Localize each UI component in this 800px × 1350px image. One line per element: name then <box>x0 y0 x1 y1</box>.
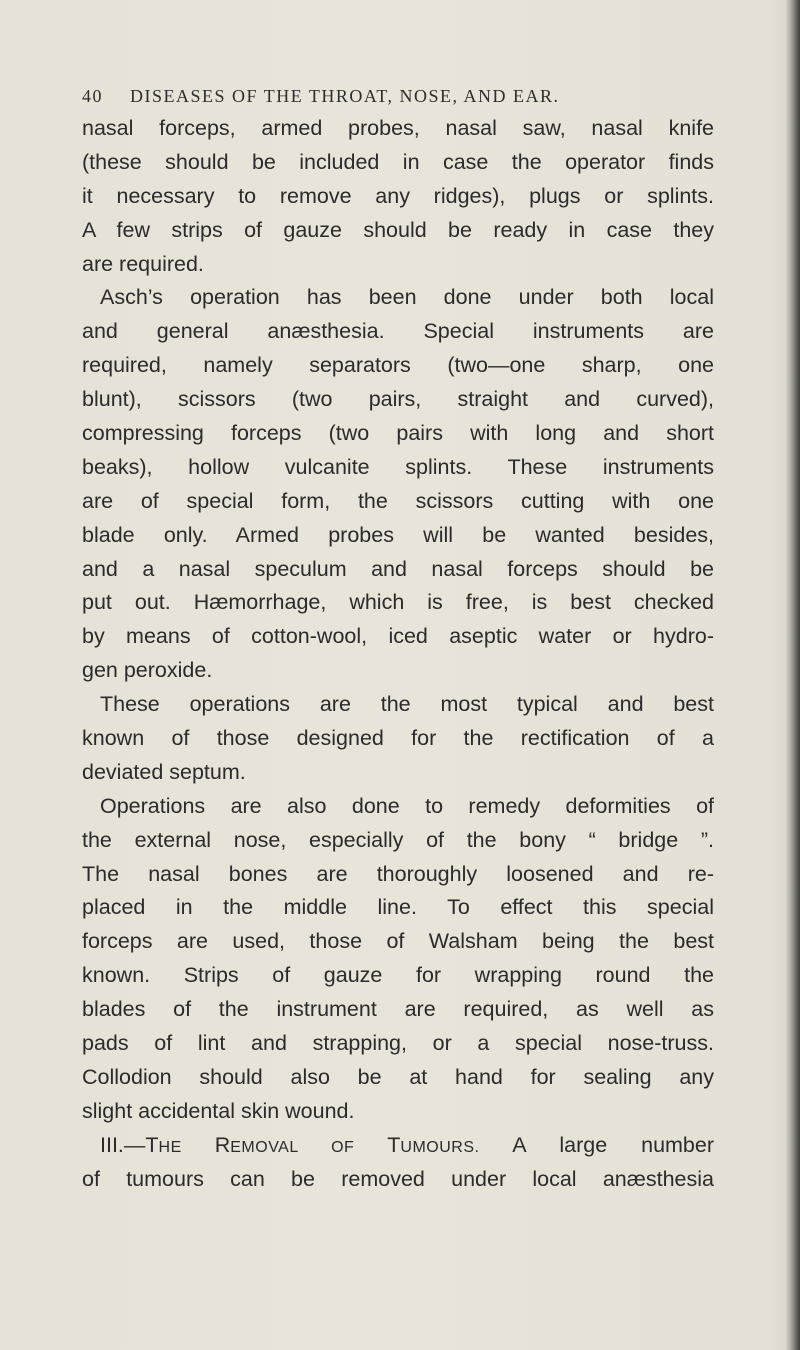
running-title: DISEASES OF THE THROAT, NOSE, AND EAR. <box>130 86 560 106</box>
section-heading-part: R <box>214 1132 231 1157</box>
page-number: 40 <box>82 86 103 106</box>
text-line: placed in the middle line. To effect this special <box>82 895 714 920</box>
text-line: the external nose, especially of the bony “ bridge ”. <box>82 827 714 852</box>
text-line: beaks), hollow vulcanite splints. These instruments <box>82 454 714 479</box>
section-heading-part: HE <box>158 1138 215 1156</box>
text-line: nasal forceps, armed probes, nasal saw, nasal knife <box>82 116 714 140</box>
text-line: and a nasal speculum and nasal forceps should be <box>82 556 714 581</box>
section-text: A large number <box>479 1132 715 1157</box>
text-line: are required. <box>82 251 204 276</box>
text-line: known. Strips of gauze for wrapping round the <box>82 963 714 988</box>
text-line: The nasal bones are thoroughly loosened and re- <box>82 861 714 886</box>
section-heading-line <box>82 1129 714 1163</box>
text-line: Collodion should also be at hand for sealing any <box>82 1064 714 1089</box>
text-line: are of special form, the scissors cutting with one <box>82 488 714 513</box>
page-header <box>82 86 722 110</box>
text-line: it necessary to remove any ridges), plugs or splints. <box>82 183 714 208</box>
text-line: These operations are the most typical and best <box>100 692 714 717</box>
text-line: slight accidental skin wound. <box>82 1098 355 1123</box>
text-line: blades of the instrument are required, as well as <box>82 997 714 1022</box>
text-line: blade only. Armed probes will be wanted besides, <box>82 522 714 547</box>
text-line: Asch’s operation has been done under both local <box>100 285 714 310</box>
section-heading-part: EMOVAL OF <box>230 1138 388 1156</box>
text-line: pads of lint and strapping, or a special nose-truss. <box>82 1031 714 1056</box>
text-line: compressing forceps (two pairs with long and short <box>82 421 714 446</box>
text-line: of tumours can be removed under local anæsthesia <box>82 1166 714 1191</box>
text-line: Operations are also done to remedy deformities of <box>100 793 714 818</box>
body-text <box>82 112 714 1197</box>
text-line: put out. Hæmorrhage, which is free, is best checked <box>82 590 714 615</box>
text-line: blunt), scissors (two pairs, straight and curved), <box>82 387 714 412</box>
text-line: deviated septum. <box>82 759 246 784</box>
text-line: gen peroxide. <box>82 658 213 683</box>
text-line: by means of cotton-wool, iced aseptic water or hydro- <box>82 624 714 649</box>
text-line: forceps are used, those of Walsham being the best <box>82 929 714 954</box>
section-heading-part: T <box>387 1132 401 1157</box>
section-heading-part: UMOURS. <box>400 1138 480 1156</box>
text-line: (these should be included in case the operator finds <box>82 149 714 174</box>
text-line: A few strips of gauze should be ready in case they <box>82 217 714 242</box>
page-edge-shadow <box>786 0 800 1350</box>
section-heading-part: T <box>145 1132 159 1157</box>
section-numeral: III.— <box>100 1132 146 1157</box>
text-line: and general anæsthesia. Special instruments are <box>82 319 714 344</box>
text-line: known of those designed for the rectification of a <box>82 726 714 751</box>
text-line: required, namely separators (two—one sharp, one <box>82 353 714 378</box>
